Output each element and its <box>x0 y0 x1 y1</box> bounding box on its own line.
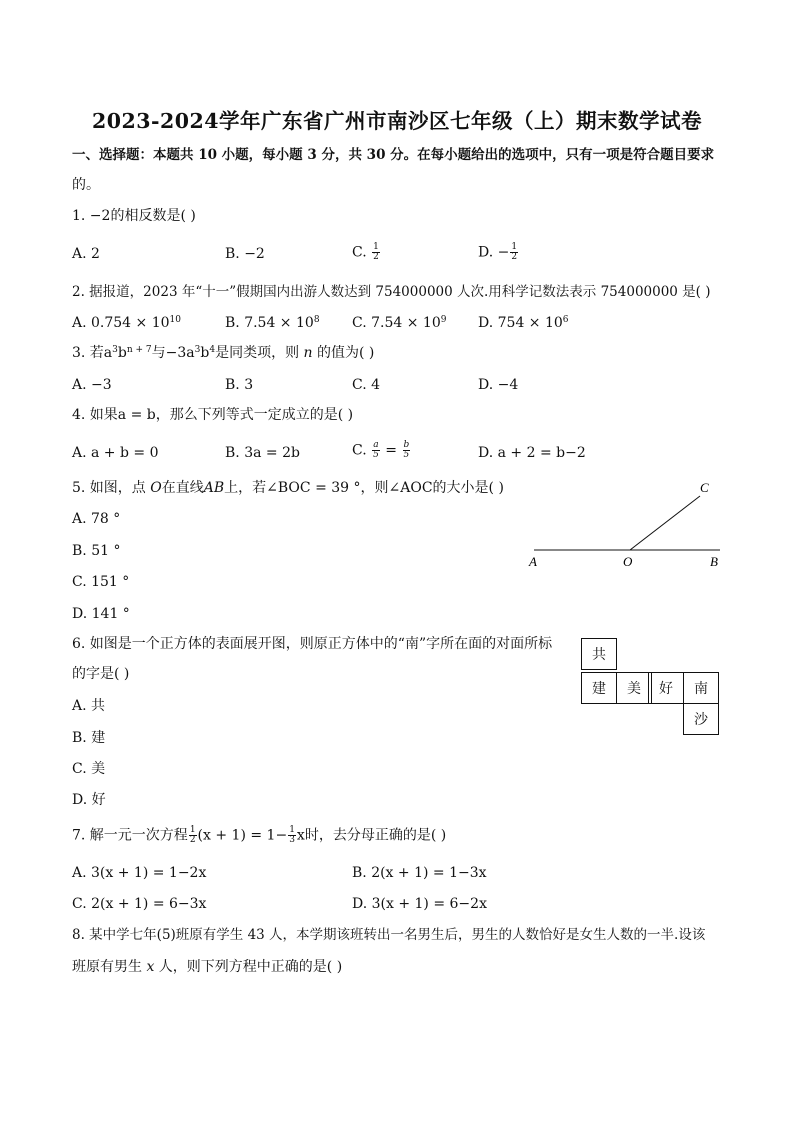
q4-option-b: B. 3a = 2b <box>225 445 300 461</box>
q7-option-a: A. 3(x + 1) = 1−2x <box>72 865 207 881</box>
q5-option-c: C. 151 ° <box>72 574 130 590</box>
q2-option-b: B. $7.54 \times 10^8$ <box>225 315 320 331</box>
question-8-stem-line1: 8. 某中学七年(5)班原有学生 43 人，本学期该班转出一名男生后，男生的人数恰好是女生人数的一半.设该 <box>72 927 706 943</box>
ray-oc <box>630 496 700 550</box>
q4-option-c: C. $\frac{a}{5}$ = $\frac{b}{5}$ <box>352 440 410 460</box>
q4-option-d: D. a + 2 = b−2 <box>478 445 586 461</box>
question-8-stem-line2: 班原有男生 x 人，则下列方程中正确的是( ) <box>72 959 343 975</box>
question-7-stem: 7. 解一元一次方程 $\frac{1}{2}$ (x + 1) = 1− $\frac{1}{3}$ x时，去分母正确的是( ) <box>72 825 447 845</box>
q7-option-b: B. 2(x + 1) = 1−3x <box>352 865 487 881</box>
section-heading-line2: 的。 <box>72 177 100 193</box>
q7-option-d: D. 3(x + 1) = 6−2x <box>352 896 487 912</box>
cube-face-gong: 共 <box>581 638 617 670</box>
fraction-one-half: $\frac{1}{2}$ <box>373 242 379 262</box>
question-6-stem-line2: 的字是( ) <box>72 666 130 682</box>
fraction-one-half: $\frac{1}{2}$ <box>511 242 518 262</box>
question-3-stem: 3. 若$a^3b^{n + 7}$与$-3a^3b^4$是同类项，则 n 的值为( ) <box>72 345 375 361</box>
question-5-stem: 5. 如图，点 O在直线AB上，若∠BOC = 39 °，则∠AOC的大小是( ) <box>72 480 504 496</box>
q6-option-c: C. 美 <box>72 761 106 777</box>
q5-option-a: A. 78 ° <box>72 511 121 527</box>
cube-face-sha: 沙 <box>683 703 719 735</box>
cube-face-jian: 建 <box>581 672 617 704</box>
label-c: C <box>700 480 709 495</box>
q3-option-d: D. −4 <box>478 377 519 393</box>
q2-option-a: A. $0.754 \times 10^{10}$ <box>72 315 181 331</box>
q1-option-d: D. − $\frac{1}{2}$ <box>478 242 518 262</box>
q2-option-d: D. $754 \times 10^6$ <box>478 315 569 331</box>
label-a: A <box>529 554 537 569</box>
q5-option-d: D. 141 ° <box>72 606 130 622</box>
section-heading-line1: 一、选择题：本题共 10 小题，每小题 3 分，共 30 分。在每小题给出的选项中，只有一项是符合题目要求 <box>72 147 715 163</box>
q6-option-d: D. 好 <box>72 792 106 808</box>
q2-option-c: C. $7.54 \times 10^9$ <box>352 315 447 331</box>
label-o: O <box>623 554 633 569</box>
question-2-stem: 2. 据报道，2023 年“十一”假期国内出游人数达到 754000000 人次.用科学记数法表示 754000000 是( ) <box>72 284 711 300</box>
q3-option-c: C. 4 <box>352 377 381 393</box>
q1-option-c: C. $\frac{1}{2}$ <box>352 242 379 262</box>
q3-option-b: B. 3 <box>225 377 254 393</box>
q6-option-b: B. 建 <box>72 730 106 746</box>
question-1-stem: 1. −2的相反数是( ) <box>72 208 196 224</box>
question-4-stem: 4. 如果a = b，那么下列等式一定成立的是( ) <box>72 407 354 423</box>
q6-option-a: A. 共 <box>72 698 106 714</box>
angle-figure <box>520 476 730 576</box>
cube-face-mei: 美 <box>616 672 652 704</box>
cube-face-nan: 南 <box>683 672 719 704</box>
page-title: 2023-2024学年广东省广州市南沙区七年级（上）期末数学试卷 <box>91 109 703 133</box>
cube-face-hao: 好 <box>648 672 684 704</box>
q7-option-c: C. 2(x + 1) = 6−3x <box>72 896 207 912</box>
label-b: B <box>710 554 718 569</box>
q5-option-b: B. 51 ° <box>72 543 121 559</box>
q3-option-a: A. −3 <box>72 377 112 393</box>
question-6-stem-line1: 6. 如图是一个正方体的表面展开图，则原正方体中的“南”字所在面的对面所标 <box>72 636 553 652</box>
q1-option-a: A. 2 <box>72 246 100 262</box>
q4-option-a: A. a + b = 0 <box>72 445 159 461</box>
q1-option-b: B. −2 <box>225 246 265 262</box>
